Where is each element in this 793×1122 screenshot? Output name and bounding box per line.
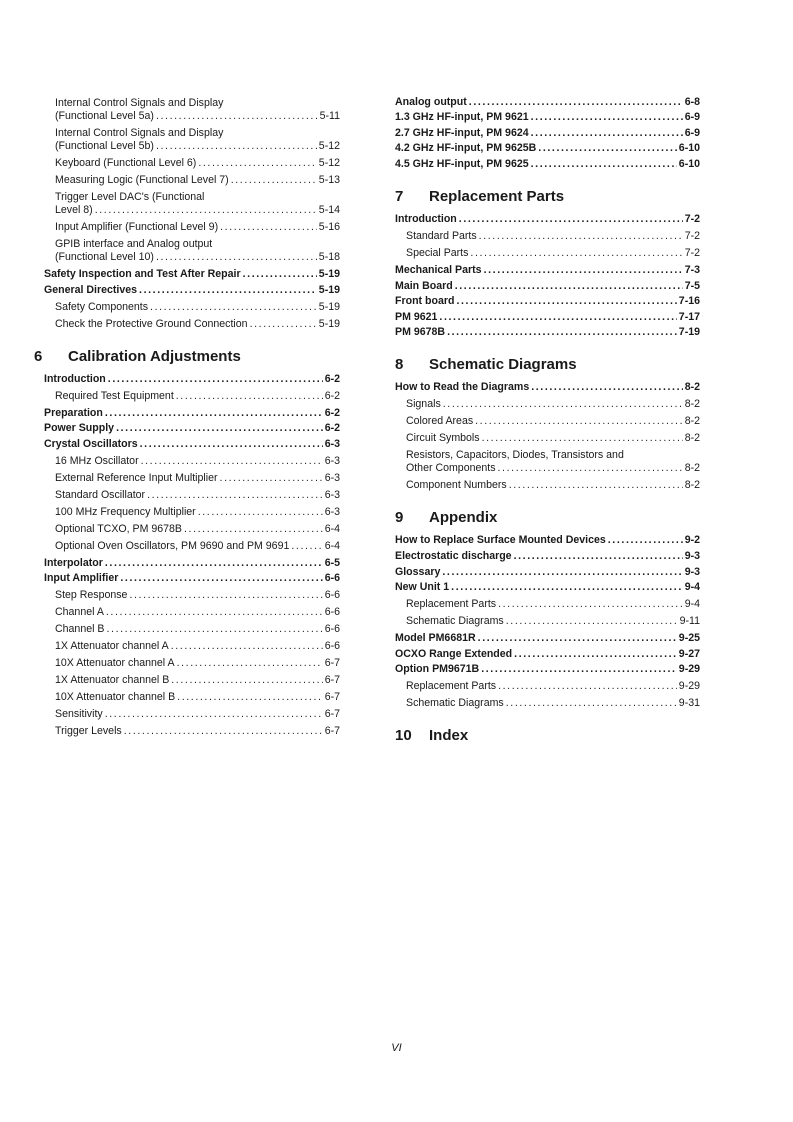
toc-entry[interactable]	[395, 311, 700, 324]
toc-entry-page: 6-10	[678, 157, 700, 170]
dot-leader	[451, 581, 683, 594]
toc-entry[interactable]	[44, 674, 340, 687]
chapter-title: Calibration Adjustments	[68, 347, 241, 365]
toc-entry-title: Crystal Oscillators	[44, 437, 138, 450]
toc-entry-page: 5-16	[318, 221, 340, 233]
toc-entry[interactable]	[395, 158, 700, 171]
dot-leader	[479, 230, 683, 243]
toc-entry[interactable]	[44, 725, 340, 738]
toc-entry-page: 9-3	[684, 549, 700, 562]
toc-entry-page: 6-6	[324, 572, 340, 585]
toc-entry-title-line1: Trigger Level DAC's (Functional	[55, 191, 205, 203]
toc-entry[interactable]	[395, 295, 700, 308]
toc-entry-title: Sensitivity	[55, 708, 103, 721]
dot-leader	[171, 640, 323, 653]
toc-entry-title: Electrostatic discharge	[395, 549, 512, 562]
chapter-number: 8	[395, 356, 404, 374]
dot-leader	[231, 174, 317, 187]
toc-entry-title: Schematic Diagrams	[406, 697, 504, 710]
dot-leader	[220, 472, 323, 485]
toc-entry-page: 9-29	[678, 663, 700, 676]
toc-entry[interactable]	[44, 691, 340, 704]
toc-entry-title: (Functional Level 10)	[55, 251, 154, 263]
toc-entry-page: 9-2	[684, 534, 700, 547]
toc-entry-title: Mechanical Parts	[395, 263, 482, 276]
dot-leader	[116, 422, 323, 435]
toc-entry-page: 6-7	[324, 657, 340, 670]
toc-entry-title: Preparation	[44, 406, 103, 419]
dot-leader	[455, 280, 683, 293]
toc-entry-page: 6-10	[678, 142, 700, 155]
toc-entry-page: 8-2	[684, 415, 700, 428]
toc-entry-title: Option PM9671B	[395, 663, 480, 676]
toc-entry-title: Model PM6681R	[395, 632, 476, 645]
toc-entry-title: Interpolator	[44, 556, 103, 569]
toc-entry[interactable]	[44, 623, 340, 636]
toc-entry[interactable]	[395, 648, 700, 661]
toc-entry[interactable]	[44, 708, 340, 721]
toc-entry[interactable]	[44, 557, 340, 570]
toc-entry[interactable]	[44, 221, 340, 234]
toc-entry-page: 6-2	[324, 372, 340, 385]
toc-entry-title: Replacement Parts	[406, 598, 497, 611]
toc-entry-page: 6-3	[324, 471, 340, 484]
toc-entry[interactable]	[44, 127, 340, 153]
toc-entry[interactable]	[395, 398, 700, 411]
toc-entry-page: 6-6	[324, 623, 340, 636]
toc-entry-title: Other Components	[406, 462, 496, 475]
toc-entry-page: 5-12	[318, 157, 340, 169]
toc-entry[interactable]	[395, 280, 700, 293]
page-number: VI	[391, 1042, 402, 1054]
toc-entry-page: 7-2	[684, 229, 700, 242]
toc-entry[interactable]	[44, 506, 340, 519]
chapter-number: 10	[395, 727, 412, 745]
toc-chapter-8-entries	[395, 381, 700, 492]
toc-entry[interactable]	[44, 489, 340, 502]
toc-entry[interactable]	[44, 191, 340, 217]
toc-entry-page: 5-13	[318, 174, 340, 186]
toc-entry-title: How to Read the Diagrams	[395, 381, 530, 394]
toc-entry-title: PM 9678B	[395, 326, 446, 339]
toc-entry-page: 6-3	[324, 454, 340, 467]
toc-entry-title: New Unit 1	[395, 581, 450, 594]
toc-entry[interactable]	[44, 97, 340, 123]
toc-entry-title: (Functional Level 5b)	[55, 140, 154, 152]
toc-entry-title: External Reference Input Multiplier	[55, 471, 218, 484]
toc-entry-title: Glossary	[395, 565, 441, 578]
dot-leader	[470, 247, 682, 260]
toc-entry-title: Colored Areas	[406, 415, 474, 428]
toc-entry[interactable]	[44, 606, 340, 619]
toc-entry-title: Signals	[406, 398, 441, 411]
toc-entry[interactable]	[44, 157, 340, 170]
toc-entry[interactable]	[44, 455, 340, 468]
toc-entry-title: Channel A	[55, 606, 104, 619]
chapter-number: 9	[395, 509, 404, 527]
dot-leader	[106, 623, 322, 636]
toc-entry-row	[55, 251, 340, 264]
toc-entry[interactable]	[44, 422, 340, 435]
toc-entry[interactable]	[395, 663, 700, 676]
dot-leader	[243, 268, 317, 281]
toc-entry[interactable]	[395, 264, 700, 277]
toc-entry-title: PM 9621	[395, 310, 438, 323]
dot-leader	[506, 697, 677, 710]
dot-leader	[106, 606, 323, 619]
toc-entry[interactable]	[395, 415, 700, 428]
dot-leader	[478, 632, 677, 645]
toc-entry-title: How to Replace Surface Mounted Devices	[395, 534, 606, 547]
dot-leader	[176, 390, 323, 403]
toc-entry-row	[406, 462, 700, 475]
toc-entry-page: 6-4	[324, 539, 340, 552]
toc-entry-page: 9-25	[678, 632, 700, 645]
toc-entry-page: 6-9	[684, 126, 700, 139]
toc-entry-page: 6-6	[324, 640, 340, 653]
dot-leader	[105, 557, 323, 570]
toc-entry-title: Input Amplifier	[44, 572, 119, 585]
dot-leader	[250, 318, 317, 331]
toc-entry-row	[55, 204, 340, 217]
toc-entry-page: 6-4	[324, 522, 340, 535]
toc-entry-page: 7-3	[684, 263, 700, 276]
dot-leader	[105, 407, 323, 420]
toc-entry-title: 1X Attenuator channel A	[55, 640, 169, 653]
dot-leader	[177, 691, 323, 704]
chapter-number: 7	[395, 187, 404, 205]
toc-entry[interactable]	[395, 680, 700, 693]
dot-leader	[514, 550, 683, 563]
dot-leader	[140, 438, 323, 451]
toc-entry[interactable]	[44, 373, 340, 386]
toc-entry[interactable]	[44, 174, 340, 187]
toc-entry-title: Optional TCXO, PM 9678B	[55, 522, 182, 535]
chapter-heading-9[interactable]	[395, 509, 700, 526]
toc-entry-page: 5-14	[318, 204, 340, 216]
dot-leader	[456, 295, 676, 308]
chapter-title: Index	[429, 727, 469, 745]
toc-entry[interactable]	[395, 479, 700, 492]
dot-leader	[129, 589, 322, 602]
dot-leader	[150, 301, 317, 314]
toc-entry-page: 6-2	[324, 406, 340, 419]
toc-entry-page: 6-9	[684, 111, 700, 124]
toc-entry-page: 7-16	[678, 295, 700, 308]
toc-entry[interactable]	[44, 301, 340, 314]
toc-entry[interactable]	[395, 632, 700, 645]
toc-entry-title: Special Parts	[406, 246, 469, 259]
toc-entry-title: Power Supply	[44, 422, 115, 435]
toc-entry[interactable]	[395, 550, 700, 563]
toc-entry-page: 6-2	[324, 422, 340, 435]
toc-entry-title-line1: GPIB interface and Analog output	[55, 238, 213, 250]
toc-entry-page: 6-6	[324, 589, 340, 602]
toc-entry[interactable]	[395, 213, 700, 226]
toc-entry-page: 8-2	[684, 462, 700, 475]
toc-entry-page: 7-2	[684, 212, 700, 225]
toc-entry-title: Replacement Parts	[406, 680, 497, 693]
toc-entry-page: 7-17	[678, 310, 700, 323]
toc-entry[interactable]	[44, 657, 340, 670]
toc-entry-page: 6-3	[324, 488, 340, 501]
toc-chapter-9-entries	[395, 534, 700, 710]
dot-leader	[291, 540, 322, 553]
dot-leader	[469, 96, 683, 109]
toc-entry-page: 5-12	[318, 140, 340, 152]
toc-entry-title: Required Test Equipment	[55, 389, 174, 402]
toc-entry-page: 5-11	[319, 110, 340, 122]
toc-entry-row	[55, 140, 340, 153]
toc-entry-page: 6-6	[324, 606, 340, 619]
toc-entry[interactable]	[395, 111, 700, 124]
dot-leader	[482, 432, 683, 445]
toc-chapter-6-continued	[395, 96, 700, 171]
toc-entry[interactable]	[44, 523, 340, 536]
toc-entry[interactable]	[44, 318, 340, 331]
toc-entry-title-line1: Internal Control Signals and Display	[55, 97, 224, 109]
toc-entry[interactable]	[44, 572, 340, 585]
dot-leader	[95, 204, 317, 217]
toc-entry-page: 6-7	[324, 674, 340, 687]
dot-leader	[171, 674, 322, 687]
toc-entry-title: Safety Components	[55, 300, 149, 313]
toc-entry[interactable]	[44, 589, 340, 602]
toc-entry-title-line1: Resistors, Capacitors, Diodes, Transistors and	[406, 449, 624, 462]
toc-entry-page: 8-2	[684, 479, 700, 492]
toc-entry-page: 9-4	[684, 581, 700, 594]
dot-leader	[198, 157, 316, 170]
toc-entry-page: 6-5	[324, 556, 340, 569]
toc-entry[interactable]	[395, 615, 700, 628]
toc-entry-title: Safety Inspection and Test After Repair	[44, 268, 241, 280]
toc-section-5-continued	[44, 97, 340, 331]
chapter-heading-6[interactable]	[34, 348, 340, 365]
toc-entry[interactable]	[44, 284, 340, 297]
toc-entry-title: Main Board	[395, 279, 453, 292]
toc-entry-title: Introduction	[395, 212, 457, 225]
toc-entry-title: 4.5 GHz HF-input, PM 9625	[395, 157, 529, 170]
toc-entry-page: 9-4	[684, 598, 700, 611]
toc-entry-title: Level 8)	[55, 204, 93, 216]
toc-entry-title: (Functional Level 5a)	[55, 110, 154, 122]
toc-entry-title: Check the Protective Ground Connection	[55, 317, 248, 330]
toc-entry-page: 7-5	[684, 279, 700, 292]
toc-entry-page: 8-2	[684, 432, 700, 445]
toc-entry-page: 7-19	[678, 326, 700, 339]
toc-entry-row	[55, 110, 340, 123]
toc-entry-page: 6-7	[324, 725, 340, 738]
toc-entry-page: 5-19	[318, 317, 340, 330]
toc-entry-title: 10X Attenuator channel B	[55, 691, 176, 704]
dot-leader	[156, 110, 318, 123]
toc-entry-title: 16 MHz Oscillator	[55, 454, 139, 467]
dot-leader	[538, 142, 677, 155]
chapter-heading-8[interactable]	[395, 356, 700, 373]
toc-entry-title: 2.7 GHz HF-input, PM 9624	[395, 126, 529, 139]
toc-entry-title: Analog output	[395, 95, 467, 108]
toc-entry-title: Input Amplifier (Functional Level 9)	[55, 221, 219, 233]
toc-left-column	[34, 93, 340, 742]
dot-leader	[514, 648, 677, 661]
toc-chapter-7-entries	[395, 213, 700, 339]
chapter-heading-7[interactable]	[395, 188, 700, 205]
toc-entry-page: 6-3	[324, 505, 340, 518]
toc-entry-page: 9-27	[678, 647, 700, 660]
toc-entry[interactable]	[44, 407, 340, 420]
toc-entry-page: 6-7	[324, 708, 340, 721]
toc-entry-page: 6-2	[324, 389, 340, 402]
toc-entry-title-line1: Internal Control Signals and Display	[55, 127, 224, 139]
dot-leader	[531, 158, 677, 171]
toc-entry-page: 9-31	[678, 697, 700, 710]
dot-leader	[108, 373, 323, 386]
dot-leader	[156, 140, 317, 153]
dot-leader	[105, 708, 323, 721]
dot-leader	[147, 489, 323, 502]
toc-entry-title: Introduction	[44, 372, 106, 385]
toc-entry[interactable]	[395, 142, 700, 155]
toc-entry[interactable]	[395, 697, 700, 710]
toc-entry[interactable]	[44, 640, 340, 653]
dot-leader	[506, 615, 678, 628]
toc-entry-title: General Directives	[44, 283, 138, 296]
toc-entry[interactable]	[44, 390, 340, 403]
toc-entry[interactable]	[395, 598, 700, 611]
toc-entry[interactable]	[395, 247, 700, 260]
chapter-number: 6	[34, 347, 43, 365]
toc-entry-page: 8-2	[684, 381, 700, 394]
dot-leader	[531, 381, 682, 394]
toc-entry-title: Channel B	[55, 623, 105, 636]
toc-entry-title: Standard Parts	[406, 229, 477, 242]
dot-leader	[498, 462, 683, 475]
toc-entry[interactable]	[395, 566, 700, 579]
toc-entry[interactable]	[395, 381, 700, 394]
dot-leader	[459, 213, 683, 226]
dot-leader	[498, 680, 677, 693]
dot-leader	[498, 598, 683, 611]
toc-entry-title: 4.2 GHz HF-input, PM 9625B	[395, 142, 537, 155]
toc-entry[interactable]	[395, 326, 700, 339]
dot-leader	[443, 398, 683, 411]
dot-leader	[439, 311, 676, 324]
chapter-title: Replacement Parts	[429, 187, 565, 205]
toc-entry[interactable]	[395, 432, 700, 445]
toc-entry-page: 9-3	[684, 565, 700, 578]
dot-leader	[124, 725, 323, 738]
toc-entry-page: 9-29	[678, 680, 700, 693]
toc-entry-title: OCXO Range Extended	[395, 647, 513, 660]
toc-entry[interactable]	[395, 534, 700, 547]
toc-entry[interactable]	[44, 540, 340, 553]
toc-entry-page: 5-19	[318, 268, 340, 280]
toc-entry-title: Schematic Diagrams	[406, 615, 504, 628]
chapter-heading-10[interactable]	[395, 727, 700, 744]
toc-entry-title: 100 MHz Frequency Multiplier	[55, 505, 196, 518]
toc-entry-title: Keyboard (Functional Level 6)	[55, 157, 197, 169]
toc-entry-page: 5-19	[318, 300, 340, 313]
toc-entry-title: Step Response	[55, 589, 128, 602]
dot-leader	[531, 127, 683, 140]
toc-entry-title: 1.3 GHz HF-input, PM 9621	[395, 111, 529, 124]
dot-leader	[447, 326, 677, 339]
chapter-title: Appendix	[429, 509, 498, 527]
toc-entry-page: 7-2	[684, 246, 700, 259]
toc-entry-page: 6-8	[684, 95, 700, 108]
toc-entry[interactable]	[44, 238, 340, 264]
dot-leader	[120, 572, 322, 585]
toc-entry-page: 5-19	[318, 283, 340, 296]
toc-entry[interactable]	[395, 96, 700, 109]
toc-entry[interactable]	[395, 449, 700, 475]
toc-entry-title: Component Numbers	[406, 479, 507, 492]
toc-entry[interactable]	[395, 127, 700, 140]
toc-entry-title: Optional Oven Oscillators, PM 9690 and PM 9691	[55, 539, 290, 552]
toc-entry[interactable]	[44, 268, 340, 281]
toc-entry-title: Front board	[395, 295, 455, 308]
dot-leader	[141, 455, 323, 468]
toc-entry[interactable]	[44, 438, 340, 451]
toc-entry-page: 6-7	[324, 691, 340, 704]
dot-leader	[509, 479, 683, 492]
toc-entry[interactable]	[395, 581, 700, 594]
dot-leader	[184, 523, 323, 536]
dot-leader	[481, 663, 677, 676]
dot-leader	[220, 221, 317, 234]
dot-leader	[156, 251, 317, 264]
dot-leader	[198, 506, 323, 519]
toc-entry-title: 1X Attenuator channel B	[55, 674, 170, 687]
dot-leader	[177, 657, 323, 670]
dot-leader	[442, 566, 682, 579]
dot-leader	[475, 415, 683, 428]
chapter-title: Schematic Diagrams	[429, 356, 577, 374]
dot-leader	[484, 264, 683, 277]
dot-leader	[139, 284, 317, 297]
toc-right-column	[395, 93, 700, 752]
toc-entry[interactable]	[395, 230, 700, 243]
toc-entry-title: Standard Oscillator	[55, 488, 146, 501]
toc-entry[interactable]	[44, 472, 340, 485]
toc-entry-page: 5-18	[318, 251, 340, 263]
toc-entry-title: 10X Attenuator channel A	[55, 657, 175, 670]
toc-entry-page: 6-3	[324, 437, 340, 450]
dot-leader	[531, 111, 683, 124]
toc-entry-title: Trigger Levels	[55, 725, 122, 738]
toc-chapter-6-entries	[44, 373, 340, 739]
toc-entry-page: 9-11	[679, 615, 700, 628]
toc-entry-page: 8-2	[684, 398, 700, 411]
dot-leader	[608, 534, 683, 547]
toc-entry-title: Measuring Logic (Functional Level 7)	[55, 174, 229, 186]
toc-entry-title: Circuit Symbols	[406, 432, 480, 445]
